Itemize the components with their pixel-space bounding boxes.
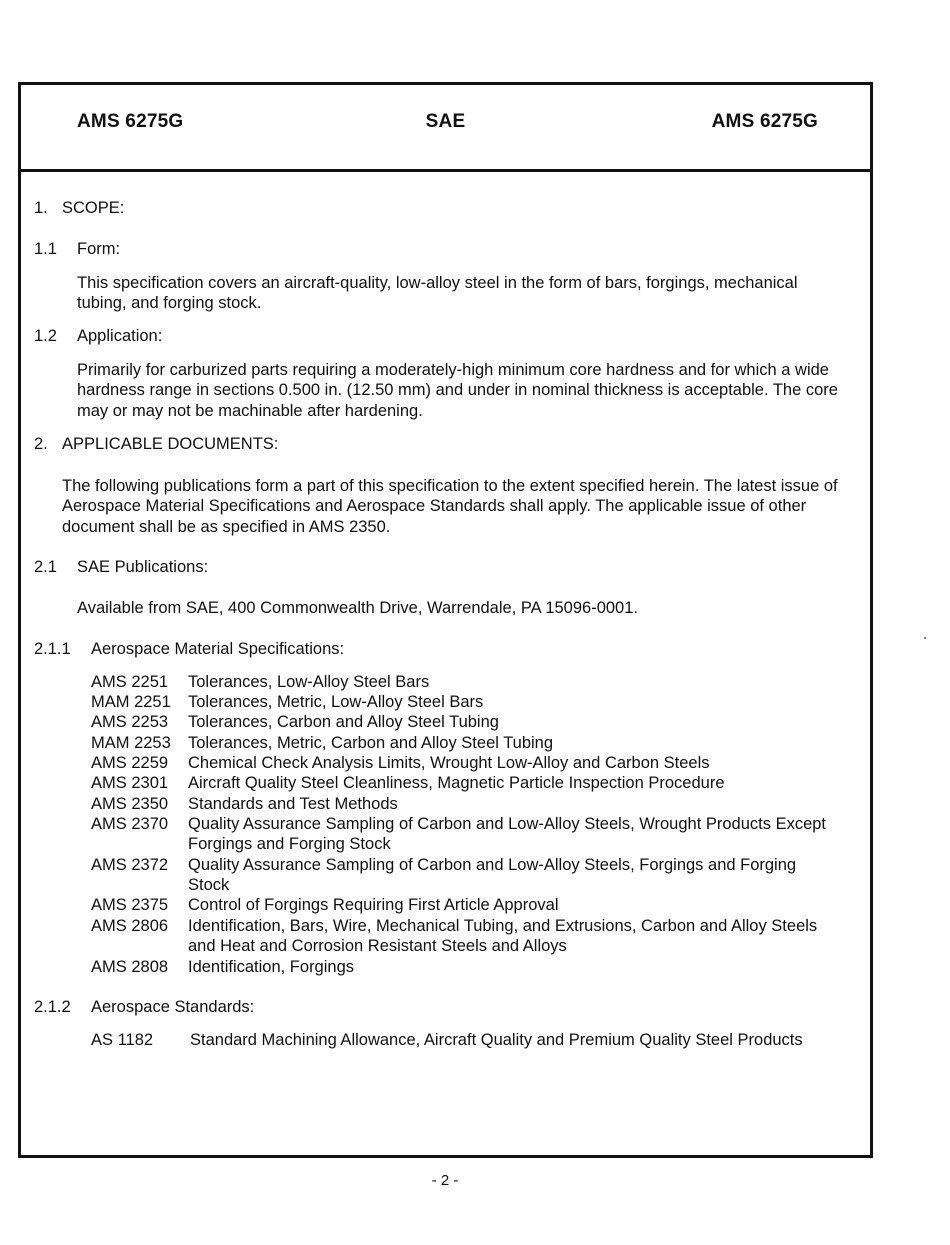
doc-code: AMS 2808 (91, 958, 169, 976)
section-2-1-body: Available from SAE, 400 Commonwealth Drive, Warrendale, PA 15096-0001. (77, 599, 638, 617)
section-2-1-1-title: Aerospace Material Specifications: (91, 640, 345, 658)
section-2-title: APPLICABLE DOCUMENTS: (62, 435, 279, 453)
doc-title: Tolerances, Metric, Low-Alloy Steel Bars (188, 693, 484, 711)
doc-title: Aircraft Quality Steel Cleanliness, Magnetic Particle Inspection Procedure (188, 774, 725, 792)
section-1-1-number: 1.1 (34, 240, 57, 258)
section-2-number: 2. (34, 435, 48, 453)
section-2-1-2-number: 2.1.2 (34, 998, 71, 1016)
header-organization: SAE (425, 111, 466, 132)
page-number: - 2 - (431, 1172, 459, 1189)
doc-code: AMS 2251 (91, 673, 169, 691)
doc-title: Quality Assurance Sampling of Carbon and Low-Alloy Steels, Forgings and Forging Stock (188, 856, 797, 895)
section-1-title: SCOPE: (62, 199, 125, 217)
doc-code: AMS 2350 (91, 795, 169, 813)
doc-code: AMS 2372 (91, 856, 169, 874)
document-header (21, 85, 870, 172)
doc-title: Identification, Bars, Wire, Mechanical Tubing, and Extrusions, Carbon and Alloy Steels and Heat and Corrosion Resistant Steels and Alloys (188, 917, 818, 956)
section-1-number: 1. (34, 199, 48, 217)
doc-title: Standards and Test Methods (188, 795, 398, 813)
doc-title: Identification, Forgings (188, 958, 355, 976)
section-2-1-1-number: 2.1.1 (34, 640, 71, 658)
section-2-body: The following publications form a part of this specification to the extent specified herein. The latest issue of Aerospace Material Specifications and Aerospace Standards shall apply. The applicable issue of other document shall be as specified in AMS 2350. (62, 477, 838, 536)
doc-title: Control of Forgings Requiring First Article Approval (188, 896, 559, 914)
section-1-2-number: 1.2 (34, 327, 57, 345)
doc-code: AMS 2375 (91, 896, 169, 914)
header-doc-number-right: AMS 6275G (711, 111, 818, 132)
doc-code: AMS 2370 (91, 815, 169, 833)
doc-title: Tolerances, Metric, Carbon and Alloy Steel Tubing (188, 734, 554, 752)
section-1-2-title: Application: (77, 327, 163, 345)
doc-code: AMS 2253 (91, 713, 169, 731)
doc-code: AMS 2806 (91, 917, 169, 935)
section-2-1-number: 2.1 (34, 558, 57, 576)
section-2-1-title: SAE Publications: (77, 558, 209, 576)
section-1-1-body: This specification covers an aircraft-quality, low-alloy steel in the form of bars, forgings, mechanical tubing, and forging stock. (77, 274, 798, 313)
header-doc-number-left: AMS 6275G (77, 111, 184, 132)
doc-title: Tolerances, Low-Alloy Steel Bars (188, 673, 430, 691)
doc-title: Standard Machining Allowance, Aircraft Quality and Premium Quality Steel Products (190, 1031, 803, 1049)
doc-code: MAM 2253 (91, 734, 171, 752)
section-1-1-title: Form: (77, 240, 121, 258)
doc-code: AMS 2259 (91, 754, 169, 772)
section-2-1-2-title: Aerospace Standards: (91, 998, 255, 1016)
section-1-2-body: Primarily for carburized parts requiring a moderately-high minimum core hardness and for which a wide hardness range in sections 0.500 in. (12.50 mm) and under in nominal thickness is acceptable. The core may or may not be machinable after hardening. (77, 361, 838, 420)
scan-speck (924, 637, 926, 639)
doc-code: AMS 2301 (91, 774, 169, 792)
doc-title: Tolerances, Carbon and Alloy Steel Tubing (188, 713, 499, 731)
doc-code: AS 1182 (91, 1031, 154, 1049)
doc-title: Chemical Check Analysis Limits, Wrought Low-Alloy and Carbon Steels (188, 754, 710, 772)
doc-code: MAM 2251 (91, 693, 171, 711)
doc-title: Quality Assurance Sampling of Carbon and Low-Alloy Steels, Wrought Products Except Forgings and Forging Stock (188, 815, 827, 854)
